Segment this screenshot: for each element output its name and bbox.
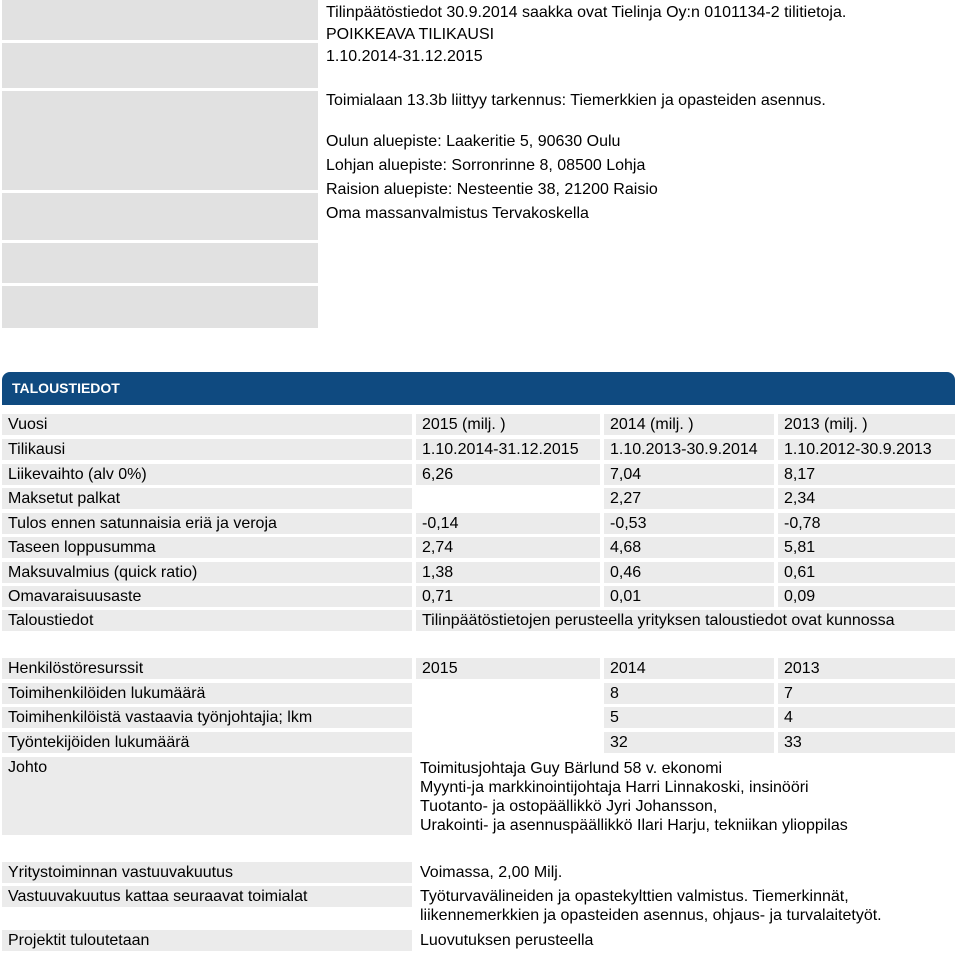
table-row — [0, 707, 960, 729]
management-item: Urakointi- ja asennuspäällikkö Ilari Harju, tekniikan ylioppilas — [420, 817, 848, 834]
table-row — [0, 930, 960, 952]
gray-block — [2, 193, 318, 240]
table-cell: 1,38 — [416, 562, 600, 583]
table-cell: 2013 (milj. ) — [778, 414, 955, 435]
table-cell: -0,78 — [778, 513, 955, 534]
table-cell: 6,26 — [416, 464, 600, 485]
table-cell: 2014 (milj. ) — [604, 414, 774, 435]
table-cell: Maksuvalmius (quick ratio) — [2, 562, 412, 583]
table-cell: Toimihenkilöistä vastaavia työnjohtajia; lkm — [2, 707, 412, 728]
table-cell — [416, 707, 600, 728]
table-cell: 1.10.2014-31.12.2015 — [416, 439, 600, 460]
table-cell: Tilikausi — [2, 439, 412, 460]
coverage-list — [420, 888, 882, 926]
table-cell: 33 — [778, 732, 955, 753]
gray-block — [2, 43, 318, 88]
table-cell: Liikevaihto (alv 0%) — [2, 464, 412, 485]
location-item: Oma massanvalmistus Tervakoskella — [326, 205, 589, 222]
table-row — [0, 537, 960, 559]
table-row — [0, 658, 960, 680]
section-title: TALOUSTIEDOT — [12, 379, 120, 396]
table-cell: 0,61 — [778, 562, 955, 583]
table-row — [0, 610, 960, 632]
location-item: Lohjan aluepiste: Sorronrinne 8, 08500 Lohja — [326, 157, 646, 174]
table-row — [0, 464, 960, 486]
intro-line: POIKKEAVA TILIKAUSI — [326, 26, 495, 43]
management-list — [420, 760, 848, 836]
intro-line: Tilinpäätöstiedot 30.9.2014 saakka ovat Tielinja Oy:n 0101134-2 tilitietoja. — [326, 4, 847, 21]
table-cell: Taseen loppusumma — [2, 537, 412, 558]
coverage-item: Työturvavälineiden ja opastekylttien valmistus. Tiemerkinnät, — [420, 888, 849, 905]
intro-line: Toimialaan 13.3b liittyy tarkennus: Tiemerkkien ja opasteiden asennus. — [326, 92, 826, 109]
table-cell: Henkilöstöresurssit — [2, 658, 412, 679]
location-item: Raision aluepiste: Nesteentie 38, 21200 Raisio — [326, 181, 658, 198]
table-cell: 0,09 — [778, 586, 955, 607]
table-row — [0, 562, 960, 584]
table-cell: 2013 — [778, 658, 955, 679]
table-cell: Toimihenkilöiden lukumäärä — [2, 683, 412, 704]
table-row — [0, 586, 960, 608]
table-cell: Vuosi — [2, 414, 412, 435]
company-info-area — [0, 0, 960, 330]
locations-list — [326, 133, 658, 229]
table-cell: 1.10.2013-30.9.2014 — [604, 439, 774, 460]
table-cell: Vastuuvakuutus kattaa seuraavat toimialat — [2, 886, 412, 907]
management-item: Tuotanto- ja ostopäällikkö Jyri Johansson, — [420, 798, 718, 815]
table-cell: 32 — [604, 732, 774, 753]
table-cell: 4,68 — [604, 537, 774, 558]
intro-line: 1.10.2014-31.12.2015 — [326, 48, 483, 65]
table-cell — [416, 488, 600, 509]
table-cell: 2,27 — [604, 488, 774, 509]
table-row — [0, 683, 960, 705]
table-cell: 2,74 — [416, 537, 600, 558]
table-cell: Taloustiedot — [2, 610, 412, 631]
table-cell: 2015 — [416, 658, 600, 679]
table-cell: Voimassa, 2,00 Milj. — [420, 863, 563, 881]
table-cell: Johto — [2, 757, 412, 835]
table-cell: -0,53 — [604, 513, 774, 534]
table-row — [0, 414, 960, 436]
table-cell: 0,71 — [416, 586, 600, 607]
table-cell: 1.10.2012-30.9.2013 — [778, 439, 955, 460]
table-row — [0, 862, 960, 884]
management-item: Toimitusjohtaja Guy Bärlund 58 v. ekonomi — [420, 760, 723, 777]
table-cell: Projektit tuloutetaan — [2, 930, 412, 951]
table-cell: Maksetut palkat — [2, 488, 412, 509]
table-cell: -0,14 — [416, 513, 600, 534]
table-cell: 2,34 — [778, 488, 955, 509]
table-cell: 7,04 — [604, 464, 774, 485]
location-item: Oulun aluepiste: Laakeritie 5, 90630 Oulu — [326, 133, 621, 150]
table-cell: Tulos ennen satunnaisia eriä ja veroja — [2, 513, 412, 534]
gray-block — [2, 91, 318, 190]
table-cell: 2014 — [604, 658, 774, 679]
table-cell: 4 — [778, 707, 955, 728]
table-cell: 5,81 — [778, 537, 955, 558]
table-cell: Omavaraisuusaste — [2, 586, 412, 607]
table-cell: Tilinpäätöstietojen perusteella yrityksen taloustiedot ovat kunnossa — [416, 610, 955, 631]
gray-block — [2, 286, 318, 328]
gray-block — [2, 0, 318, 40]
table-cell — [416, 683, 600, 704]
gray-block — [2, 243, 318, 283]
table-cell: 7 — [778, 683, 955, 704]
table-cell: 0,01 — [604, 586, 774, 607]
table-cell: 8 — [604, 683, 774, 704]
section-header — [2, 372, 955, 405]
table-row — [0, 513, 960, 535]
intro-text — [326, 4, 846, 114]
management-item: Myynti-ja markkinointijohtaja Harri Linnakoski, insinööri — [420, 779, 809, 796]
coverage-item: liikennemerkkien ja opasteiden asennus, ohjaus- ja turvalaitetyöt. — [420, 907, 882, 924]
table-cell: Luovutuksen perusteella — [420, 931, 594, 949]
table-cell: 2015 (milj. ) — [416, 414, 600, 435]
table-cell: 8,17 — [778, 464, 955, 485]
table-row — [0, 439, 960, 461]
table-cell: Työntekijöiden lukumäärä — [2, 732, 412, 753]
table-row — [0, 488, 960, 510]
table-cell: 5 — [604, 707, 774, 728]
table-row — [0, 732, 960, 754]
table-cell: Yritystoiminnan vastuuvakuutus — [2, 862, 412, 883]
table-cell — [416, 732, 600, 753]
table-cell: 0,46 — [604, 562, 774, 583]
